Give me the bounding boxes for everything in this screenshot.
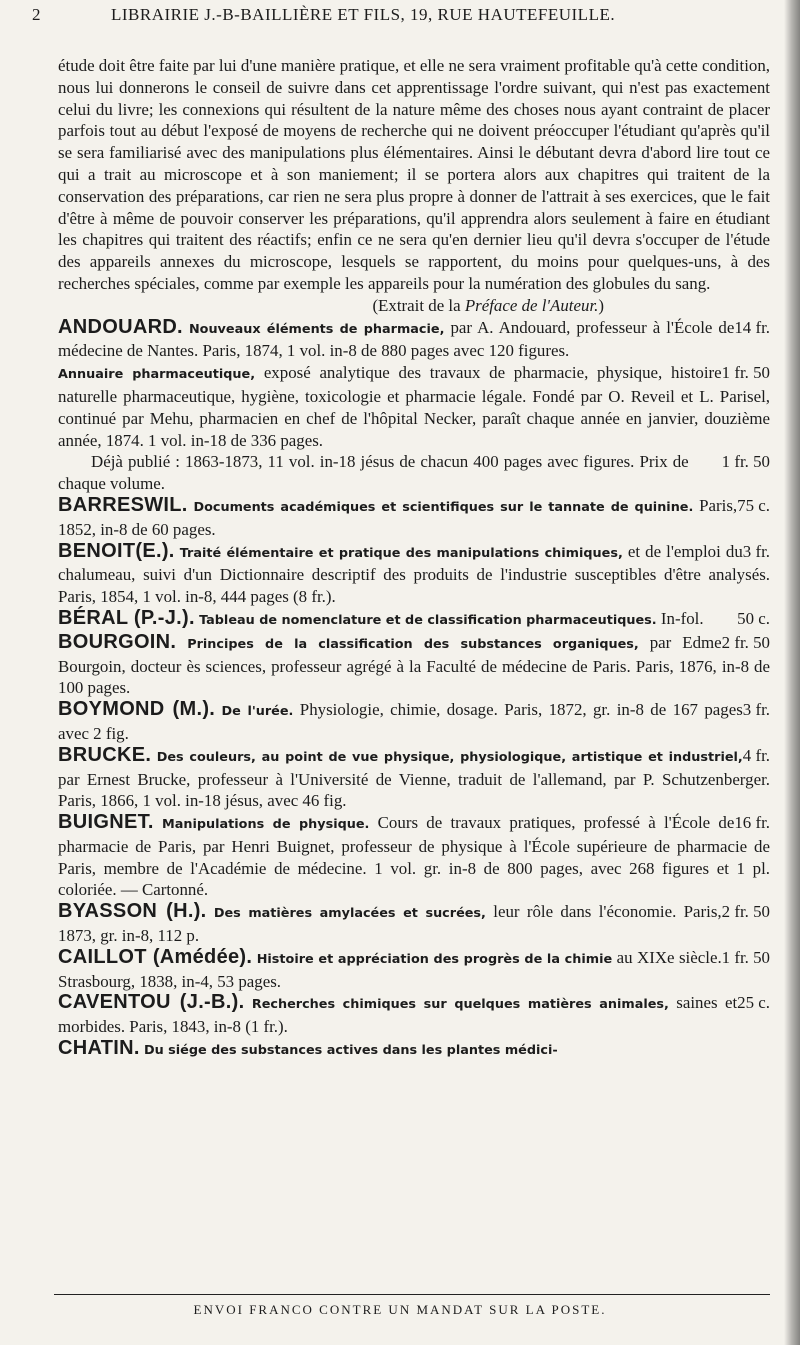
- entry-description: par A. Andouard, professeur à l'École de médecine de Nantes. Paris, 1874, 1 vol. in-8 de 880 pages avec 120 figures.: [58, 317, 735, 361]
- entry-price: 25 c.: [737, 993, 770, 1013]
- entry-description: Paris, 1852, in-8 de 60 pages.: [58, 495, 738, 539]
- entry-author: CAILLOT (Amédée).: [58, 945, 253, 968]
- entry-title: Documents académiques et scientifiques sur le tannate de quinine.: [193, 499, 694, 515]
- catalogue-entry: [58, 699, 770, 745]
- entry-title: Des couleurs, au point de vue physique, physiologique, artistique et industriel,: [156, 749, 743, 765]
- entry-title: Traité élémentaire et pratique des manipulations chimiques,: [179, 545, 623, 561]
- page-edge-shadow: [784, 0, 800, 1345]
- catalogue-entry: [58, 608, 770, 632]
- entry-description: par Ernest Brucke, professeur à l'Université de Vienne, traduit de l'allemand, par P. Schutzenberger. Paris, 1866, 1 vol. in-18 jésus, avec 46 fig.: [58, 769, 770, 811]
- entry-title: Des matières amylacées et sucrées,: [213, 906, 486, 922]
- catalogue-entry: [58, 632, 770, 699]
- entry-price: 1 fr. 50: [721, 947, 770, 967]
- entry-description: leur rôle dans l'économie. Paris, 1873, gr. in-8, 112 p.: [58, 902, 722, 946]
- entry-price: 75 c.: [737, 495, 770, 515]
- entry-author: ANDOUARD.: [58, 315, 183, 338]
- entry-title: Tableau de nomenclature et de classification pharmaceutiques.: [199, 612, 657, 628]
- entry-price: 3 fr.: [742, 541, 770, 561]
- page-number: 2: [32, 5, 41, 24]
- entry-description: au XIXe siècle. Strasbourg, 1838, in-4, 53 pages.: [58, 947, 722, 991]
- entry-description: Physiologie, chimie, dosage. Paris, 1872, gr. in-8 de 167 pages avec 2 fig.: [58, 700, 743, 743]
- catalogue-entry-note: [58, 451, 770, 495]
- entry-description: saines et morbides. Paris, 1843, in-8 (1 fr.).: [58, 993, 738, 1037]
- entry-price: 50 c.: [737, 608, 770, 628]
- entry-author: BENOIT(E.).: [58, 539, 175, 562]
- entry-author: BUIGNET.: [58, 811, 154, 834]
- entry-price: 16 fr.: [734, 813, 770, 833]
- footer-notice: ENVOI FRANCO CONTRE UN MANDAT SUR LA POSTE.: [193, 1302, 607, 1317]
- entry-author: BARRESWIL.: [58, 493, 188, 516]
- entry-title: Annuaire pharmaceutique,: [58, 367, 256, 383]
- page-body: [58, 55, 770, 1062]
- entry-price: 4 fr.: [742, 745, 770, 765]
- entry-author: CHATIN.: [58, 1037, 140, 1060]
- entry-author: BRUCKE.: [58, 743, 152, 766]
- entry-title: Manipulations de physique.: [162, 817, 370, 833]
- preface-credit: (Extrait de la Préface de l'Auteur.): [372, 295, 604, 315]
- entry-description: par Edme Bourgoin, docteur ès sciences, professeur agrégé à la Faculté de médecine de Paris. Paris, 1876, in-8 de 100 pages.: [58, 632, 770, 698]
- catalogue-entry: [58, 992, 770, 1038]
- running-head-text: LIBRAIRIE J.-B-BAILLIÈRE ET FILS, 19, RUE HAUTEFEUILLE.: [111, 5, 616, 24]
- entry-title: Nouveaux éléments de pharmacie,: [188, 321, 445, 337]
- catalogue-entry: [58, 362, 770, 451]
- entry-note-text: Déjà publié : 1863-1873, 11 vol. in-18 jésus de chacun 400 pages avec figures. Prix de chaque volume.: [58, 452, 689, 494]
- entry-note-price: 1 fr. 50: [721, 452, 770, 472]
- catalogue-entry: [58, 317, 770, 363]
- catalogue-entries: [58, 317, 770, 1062]
- entry-author: BOURGOIN.: [58, 630, 177, 653]
- entry-author: BOYMOND (M.).: [58, 698, 216, 721]
- entry-author: BÉRAL (P.-J.).: [58, 606, 195, 629]
- entry-price: 3 fr.: [742, 700, 770, 720]
- entry-title: De l'urée.: [221, 704, 294, 720]
- entry-price: 2 fr. 50: [721, 632, 770, 652]
- entry-description: exposé analytique des travaux de pharmacie, physique, histoire naturelle pharmaceutique, hygiène, toxicologie et pharmacie légale. Fondé par O. Reveil et L. Parisel, continué par Mehu, pharmacien en chef de l'hôpital Necker, paraît chaque année en janvier, douzième année, 1874. 1 vol. in-18 de 336 pages.: [58, 363, 770, 450]
- entry-title: Recherches chimiques sur quelques matières animales,: [251, 997, 669, 1013]
- catalogue-entry: [58, 541, 770, 608]
- entry-price: 1 fr. 50: [721, 363, 770, 383]
- entry-price: 14 fr.: [734, 317, 770, 337]
- catalogue-entry: [58, 947, 770, 993]
- entry-title: Principes de la classification des substances organiques,: [187, 636, 639, 652]
- entry-title: Histoire et appréciation des progrès de la chimie: [256, 951, 613, 967]
- entry-description: Cours de travaux pratiques, professé à l'École de pharmacie de Paris, par Henri Buignet, professeur de physique à l'École supérieure de pharmacie de Paris, membre de l'Académie de médecine. 1 vol. gr. in-8 de 800 pages, avec 268 figures et 1 pl. coloriée. — Cartonné.: [58, 813, 770, 900]
- catalogue-entry: [58, 901, 770, 947]
- entry-author: CAVENTOU (J.-B.).: [58, 991, 245, 1014]
- catalogue-entry: [58, 745, 770, 812]
- catalogue-entry: [58, 812, 770, 901]
- footer-rule: [54, 1294, 770, 1295]
- entry-author: BYASSON (H.).: [58, 900, 207, 923]
- catalogue-entry: [58, 495, 770, 541]
- entry-description: In-fol.: [660, 608, 704, 628]
- entry-description: et de l'emploi du chalumeau, suivi d'un Dictionnaire descriptif des produits de l'industrie susceptibles d'être analysés. Paris, 1854, 1 vol. in-8, 444 pages (8 fr.).: [58, 541, 770, 607]
- preface-excerpt: étude doit être faite par lui d'une manière pratique, et elle ne sera vraiment profitable qu'à cette condition, nous lui donnerons le conseil de suivre dans cet apprentissage l'ordre suivant, qui n'est pas exactement celui du livre; les connexions qui résultent de la nature même des choses nous ayant contraint de placer parfois tout au début l'exposé de moyens de recherche qui ne doivent préoccuper l'étudiant qu'après qu'il se sera familiarisé avec des manipulations plus élémentaires. Ainsi le débutant devra d'abord lire tout ce qui a trait au microscope et à son maniement; il se portera alors aux chapitres qui traitent de la conservation des préparations, car rien ne sera plus propre à donner de l'attrait à ses exercices, que le fait d'être à même de pouvoir conserver les préparations, qu'il apprendra alors seulement à faire en étudiant les chapitres qui traitent des réactifs; enfin ce ne sera qu'en dernier lieu qu'il devra s'occuper de l'étude des appareils annexes du microscope, lesquels se rapportent, du moins pour quelques-uns, à des recherches spéciales, comme par exemple les appareils pour la numération des globules du sang.: [58, 56, 770, 293]
- catalogue-entry: [58, 1038, 770, 1062]
- entry-title: Du siége des substances actives dans les plantes médici-: [143, 1043, 558, 1059]
- entry-price: 2 fr. 50: [721, 902, 770, 922]
